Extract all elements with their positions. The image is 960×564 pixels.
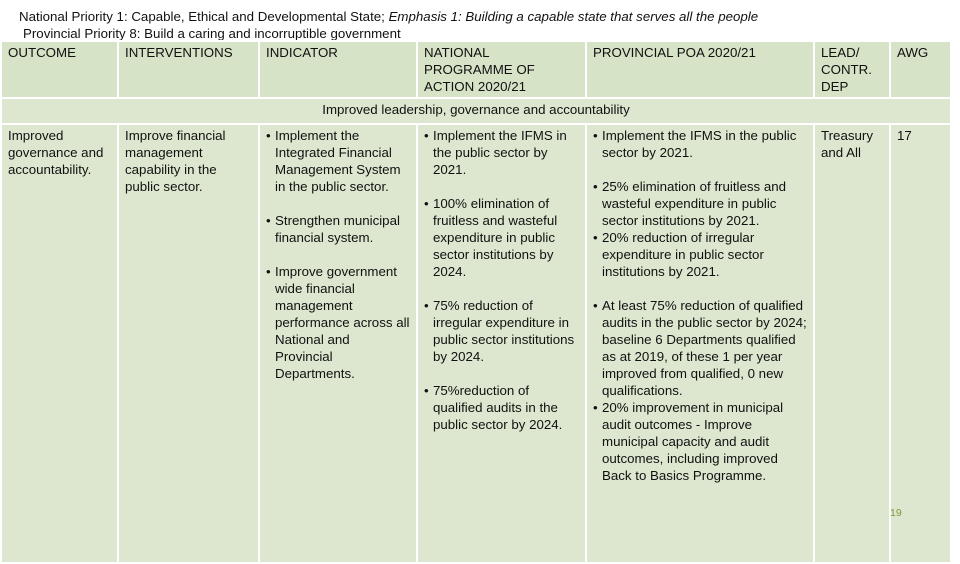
provincial-first-list [593,127,807,161]
list-item: • 75%reduction of qualified audits in the public sector by 2024. [424,383,563,432]
list-item: • 75% reduction of irregular expenditure in public sector institutions by 2024. [424,298,575,364]
list-item: • Strengthen municipal financial system. [266,213,400,245]
header-awg: AWG [890,41,951,98]
poa-table [0,40,952,564]
list-item: • 20% improvement in municipal audit outcomes - Improve municipal capacity and audit outcomes, including improved Back to Basics Programme. [593,400,784,483]
header-row [1,41,951,98]
indicator-cell [259,124,417,563]
provincial-list [593,178,807,484]
national-poa-cell [417,124,586,563]
lead-dept-cell: Treasury and All [814,124,890,563]
page-heading [19,8,949,42]
provincial-poa-cell [586,124,814,563]
list-item: • 100% elimination of fruitless and wasteful expenditure in public sector institutions by 2024. [424,196,558,279]
header-outcome: OUTCOME [1,41,118,98]
list-item: • Implement the IFMS in the public sector by 2021. [593,128,797,160]
emphasis-text: Emphasis 1: Building a capable state that serves all the people [388,9,759,24]
list-item: • 25% elimination of fruitless and wasteful expenditure in public sector institutions by 2021. [593,179,787,228]
list-item: • 20% reduction of irregular expenditure in public sector institutions by 2021. [593,230,764,279]
indicator-list [266,127,410,382]
national-list [424,127,579,433]
section-row [1,98,951,124]
national-priority-line: National Priority 1: Capable, Ethical and Developmental State; Emphasis 1: Building a capable state that serves all the people [19,9,759,24]
list-item: • Improve government wide financial management performance across all National and Provincial Departments. [266,264,410,381]
outcome-cell: Improved governance and accountability. [1,124,118,563]
page-number: 19 [890,507,902,519]
header-national-poa: NATIONAL PROGRAMME OF ACTION 2020/21 [417,41,586,98]
header-provincial-poa: PROVINCIAL POA 2020/21 [586,41,814,98]
header-indicator: INDICATOR [259,41,417,98]
awg-cell: 17 [890,124,951,563]
header-lead-dept: LEAD/ CONTR. DEP [814,41,890,98]
list-item: • Implement the Integrated Financial Management System in the public sector. [266,128,401,194]
section-title: Improved leadership, governance and accountability [1,98,951,124]
list-item: • Implement the IFMS in the public sector by 2021. [424,128,567,177]
interventions-cell: Improve financial management capability in the public sector. [118,124,259,563]
table-row [1,124,951,563]
provincial-priority-line: Provincial Priority 8: Build a caring and incorruptible government [23,26,401,41]
list-item: • At least 75% reduction of qualified audits in the public sector by 2024; baseline 6 Departments qualified as at 2019, of these 1 per year improved from qualified, 0 new qualifications. [593,298,807,398]
header-interventions: INTERVENTIONS [118,41,259,98]
